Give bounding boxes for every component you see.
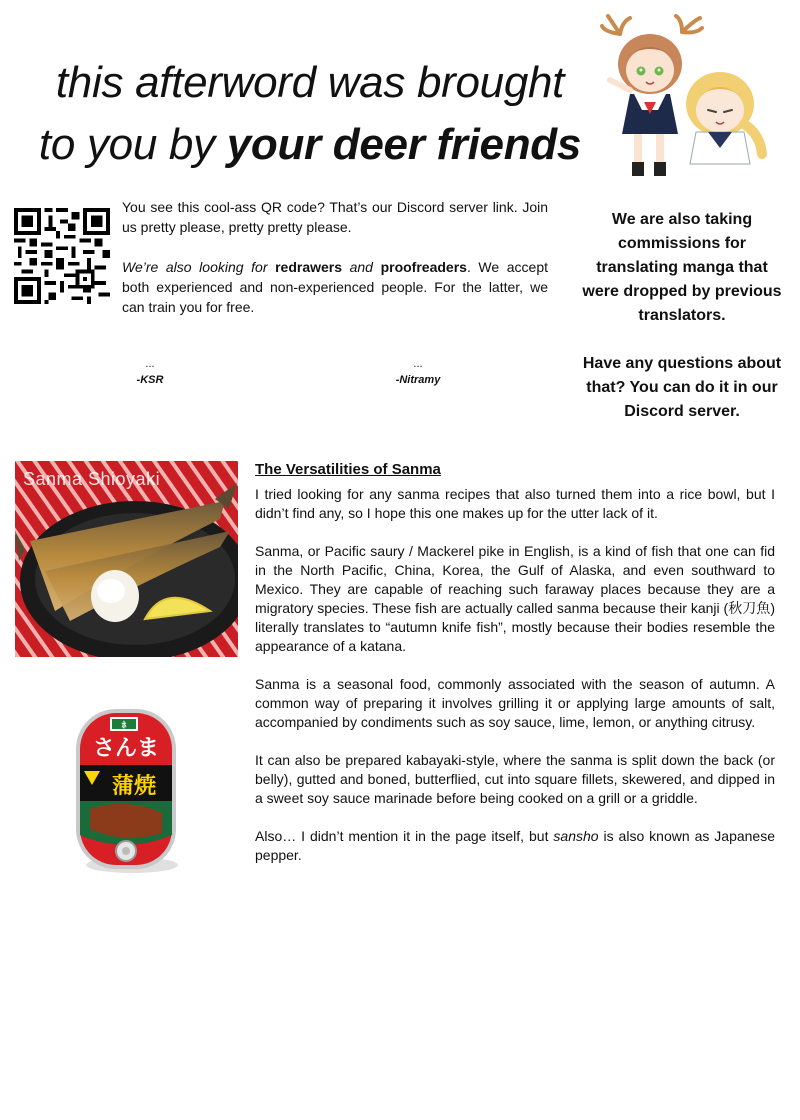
deer-mascots-illustration xyxy=(600,14,770,184)
signature-name: -KSR xyxy=(136,374,164,386)
article-p5-part2: is also known as Japanese pepper. xyxy=(255,828,776,863)
article-paragraph-1: I tried looking for any sanma recipes that also turned them into a rice bowl, but I didn’t find any, so I hope this one makes up for the utter lack of it. xyxy=(255,486,775,521)
intro-text xyxy=(122,197,548,337)
sanma-article xyxy=(255,460,775,884)
can-label-top: さんま xyxy=(92,736,160,761)
signature-ksr xyxy=(110,356,190,388)
title-line-2-bold: your deer friends xyxy=(226,120,582,169)
intro-p2-bold1: redrawers xyxy=(275,259,343,275)
article-paragraph-4: It can also be prepared kabayaki-style, where the sanma is split down the back (or belly), gutted and boned, butterflied, cut into square fillets, skewered, and dipped in a sweet soy sauce marinade before being cooked on a grill or a griddle. xyxy=(255,752,775,806)
commissions-notice xyxy=(582,208,782,448)
sanma-photo-illustration xyxy=(15,461,238,657)
signature-ellipsis: ... xyxy=(413,358,423,370)
article-heading: The Versatilities of Sanma xyxy=(255,461,441,478)
intro-p2-bold2: proofreaders xyxy=(380,259,467,275)
intro-p2-part2: and xyxy=(342,259,381,275)
page-title xyxy=(20,52,600,176)
qr-code-icon[interactable] xyxy=(14,208,110,304)
can-label-bottom: 蒲焼 xyxy=(111,774,157,799)
intro-discord-paragraph: You see this cool-ass QR code? That’s our Discord server link. Join us pretty please, pretty pretty please. xyxy=(122,199,548,235)
questions-paragraph: Have any questions about that? You can do it in our Discord server. xyxy=(582,355,782,420)
signature-nitramy xyxy=(378,356,458,388)
title-line-2 xyxy=(20,114,600,176)
can-brand: ﾎ xyxy=(121,721,127,731)
article-paragraph-5 xyxy=(255,827,775,865)
title-line-1: this afterword was brought xyxy=(55,58,565,107)
commissions-paragraph: We are also taking commissions for translating manga that were dropped by previous translators. xyxy=(582,211,782,324)
title-line-2-prefix: to you by xyxy=(38,120,227,169)
intro-recruitment-paragraph xyxy=(122,257,548,317)
signature-ellipsis: ... xyxy=(145,358,155,370)
article-paragraph-3: Sanma is a seasonal food, commonly associated with the season of autumn. A common way of preparing it involves grilling it or applying large amounts of salt, accompanied by condiments such as soy sauce, lime, lemon, or anything citrusy. xyxy=(255,676,775,730)
article-p5-part1: Also… I didn’t mention it in the page itself, but xyxy=(255,828,554,844)
signature-name: -Nitramy xyxy=(395,374,441,386)
article-paragraph-2: Sanma, or Pacific saury / Mackerel pike in English, is a kind of fish that one can fid in the North Pacific, China, Korea, the Gulf of Alaska, and even southward to Mexico. They are capable of reaching such faraway places because they are a migratory species. These fish are actually called sanma because their kanji (秋刀魚) literally translates to “autumn knife fish”, mostly because their bodies resemble the appearance of a katana. xyxy=(255,543,775,654)
photo-caption: Sanma Shioyaki xyxy=(23,469,161,489)
intro-p2-part3: . We accept both experienced and non-experienced people. For the latter, we can train you for free. xyxy=(122,259,549,315)
sanma-kabayaki-can-illustration xyxy=(70,705,182,875)
sanma-shioyaki-photo xyxy=(15,461,238,657)
intro-p2-part1: We’re also looking for xyxy=(122,259,276,275)
article-p5-italic: sansho xyxy=(553,828,599,844)
